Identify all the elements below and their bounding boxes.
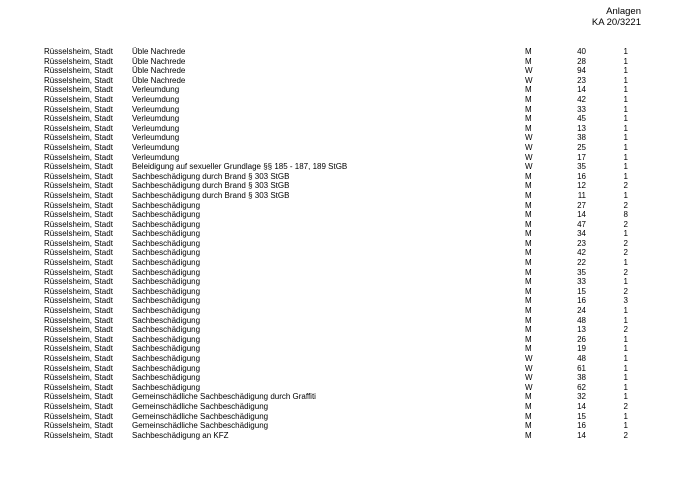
cell-anzahl: 1 [623,85,628,95]
cell-delikt: Verleumdung [132,104,180,114]
cell-ort: Rüsselsheim, Stadt [44,219,113,229]
cell-anzahl: 2 [623,401,628,411]
cell-anzahl: 1 [623,123,628,133]
table-row [44,354,644,364]
cell-geschlecht: W [525,66,533,76]
cell-alter: 34 [577,229,586,239]
cell-delikt: Sachbeschädigung [132,306,201,316]
cell-delikt: Sachbeschädigung an KFZ [132,430,229,440]
table-row [44,181,644,191]
cell-geschlecht: M [525,277,532,287]
cell-ort: Rüsselsheim, Stadt [44,123,113,133]
table-row [44,268,644,278]
cell-geschlecht: M [525,210,532,220]
cell-ort: Rüsselsheim, Stadt [44,114,113,124]
cell-alter: 32 [577,392,586,402]
cell-alter: 42 [577,248,586,258]
cell-alter: 38 [577,373,586,383]
cell-geschlecht: M [525,248,532,258]
cell-delikt: Sachbeschädigung [132,334,201,344]
cell-delikt: Sachbeschädigung [132,373,201,383]
cell-alter: 35 [577,267,586,277]
cell-geschlecht: M [525,267,532,277]
table-row [44,373,644,383]
cell-geschlecht: M [525,200,532,210]
table-row [44,201,644,211]
table-row [44,76,644,86]
table-row [44,277,644,287]
cell-anzahl: 2 [623,181,628,191]
table-row [44,258,644,268]
cell-alter: 45 [577,114,586,124]
cell-ort: Rüsselsheim, Stadt [44,75,113,85]
cell-alter: 62 [577,382,586,392]
cell-delikt: Gemeinschädliche Sachbeschädigung [132,401,269,411]
cell-alter: 42 [577,94,586,104]
table-row [44,124,644,134]
cell-delikt: Verleumdung [132,123,180,133]
cell-anzahl: 1 [623,277,628,287]
cell-alter: 26 [577,334,586,344]
table-row [44,383,644,393]
cell-ort: Rüsselsheim, Stadt [44,104,113,114]
cell-delikt: Gemeinschädliche Sachbeschädigung [132,411,269,421]
cell-ort: Rüsselsheim, Stadt [44,66,113,76]
cell-alter: 47 [577,219,586,229]
cell-ort: Rüsselsheim, Stadt [44,47,113,56]
cell-alter: 19 [577,344,586,354]
cell-delikt: Beleidigung auf sexueller Grundlage §§ 185 - 187, 189 StGB [132,162,348,172]
cell-ort: Rüsselsheim, Stadt [44,181,113,191]
cell-anzahl: 1 [623,354,628,363]
cell-anzahl: 1 [623,382,628,392]
cell-delikt: Sachbeschädigung [132,325,201,335]
cell-geschlecht: W [525,133,533,143]
cell-delikt: Sachbeschädigung [132,296,201,306]
cell-alter: 61 [577,363,586,373]
cell-delikt: Sachbeschädigung [132,315,201,325]
cell-geschlecht: M [525,296,532,306]
cell-alter: 12 [577,181,586,191]
cell-alter: 16 [577,296,586,306]
table-row [44,162,644,172]
cell-anzahl: 1 [623,344,628,354]
table-row [44,57,644,67]
cell-alter: 14 [577,430,586,440]
cell-delikt: Üble Nachrede [132,47,186,56]
cell-anzahl: 2 [623,238,628,248]
cell-ort: Rüsselsheim, Stadt [44,344,113,354]
cell-ort: Rüsselsheim, Stadt [44,200,113,210]
cell-alter: 14 [577,210,586,220]
cell-alter: 38 [577,133,586,143]
cell-anzahl: 2 [623,219,628,229]
cell-alter: 16 [577,171,586,181]
cell-ort: Rüsselsheim, Stadt [44,334,113,344]
cell-delikt: Sachbeschädigung [132,238,201,248]
cell-anzahl: 2 [623,267,628,277]
cell-alter: 16 [577,421,586,431]
cell-delikt: Sachbeschädigung [132,210,201,220]
cell-ort: Rüsselsheim, Stadt [44,382,113,392]
cell-ort: Rüsselsheim, Stadt [44,267,113,277]
cell-alter: 13 [577,325,586,335]
cell-anzahl: 1 [623,258,628,268]
cell-geschlecht: W [525,373,533,383]
cell-geschlecht: M [525,56,532,66]
cell-geschlecht: M [525,421,532,431]
table-row [44,335,644,345]
table-row [44,412,644,422]
cell-geschlecht: W [525,354,533,363]
cell-ort: Rüsselsheim, Stadt [44,411,113,421]
cell-anzahl: 1 [623,66,628,76]
cell-geschlecht: M [525,430,532,440]
cell-anzahl: 1 [623,306,628,316]
cell-delikt: Sachbeschädigung [132,229,201,239]
cell-ort: Rüsselsheim, Stadt [44,142,113,152]
cell-anzahl: 1 [623,229,628,239]
table-row [44,153,644,163]
cell-anzahl: 1 [623,152,628,162]
cell-delikt: Verleumdung [132,133,180,143]
cell-delikt: Sachbeschädigung [132,200,201,210]
cell-alter: 40 [577,47,586,56]
table-row [44,66,644,76]
cell-ort: Rüsselsheim, Stadt [44,162,113,172]
table-row [44,431,644,441]
cell-alter: 22 [577,258,586,268]
cell-alter: 94 [577,66,586,76]
cell-ort: Rüsselsheim, Stadt [44,248,113,258]
cell-alter: 23 [577,238,586,248]
cell-geschlecht: W [525,162,533,172]
cell-ort: Rüsselsheim, Stadt [44,392,113,402]
cell-anzahl: 1 [623,392,628,402]
table-row [44,114,644,124]
cell-geschlecht: M [525,411,532,421]
cell-alter: 27 [577,200,586,210]
cell-delikt: Sachbeschädigung [132,382,201,392]
cell-delikt: Sachbeschädigung [132,286,201,296]
cell-ort: Rüsselsheim, Stadt [44,315,113,325]
cell-geschlecht: M [525,344,532,354]
table-row [44,239,644,249]
cell-alter: 48 [577,315,586,325]
cell-ort: Rüsselsheim, Stadt [44,238,113,248]
cell-geschlecht: W [525,152,533,162]
table-row [44,210,644,220]
table-row [44,172,644,182]
cell-anzahl: 1 [623,411,628,421]
cell-geschlecht: M [525,286,532,296]
cell-delikt: Sachbeschädigung durch Brand § 303 StGB [132,171,290,181]
table-row [44,325,644,335]
cell-geschlecht: M [525,229,532,239]
table-row [44,85,644,95]
cell-geschlecht: M [525,85,532,95]
cell-ort: Rüsselsheim, Stadt [44,306,113,316]
cell-geschlecht: M [525,238,532,248]
cell-delikt: Sachbeschädigung [132,219,201,229]
cell-delikt: Verleumdung [132,142,180,152]
cell-delikt: Sachbeschädigung [132,258,201,268]
table-row [44,306,644,316]
cell-geschlecht: M [525,334,532,344]
cell-delikt: Sachbeschädigung durch Brand § 303 StGB [132,190,290,200]
cell-alter: 28 [577,56,586,66]
table-row [44,248,644,258]
cell-delikt: Sachbeschädigung [132,267,201,277]
cell-ort: Rüsselsheim, Stadt [44,325,113,335]
cell-anzahl: 1 [623,363,628,373]
table-row [44,421,644,431]
cell-anzahl: 1 [623,114,628,124]
data-table [44,47,644,440]
table-row [44,402,644,412]
annex-label: Anlagen [606,6,641,17]
cell-ort: Rüsselsheim, Stadt [44,296,113,306]
cell-anzahl: 1 [623,315,628,325]
table-row [44,133,644,143]
cell-ort: Rüsselsheim, Stadt [44,190,113,200]
table-row [44,287,644,297]
table-row [44,220,644,230]
cell-geschlecht: M [525,123,532,133]
cell-anzahl: 2 [623,430,628,440]
cell-geschlecht: M [525,315,532,325]
cell-ort: Rüsselsheim, Stadt [44,373,113,383]
cell-alter: 14 [577,401,586,411]
cell-anzahl: 2 [623,248,628,258]
cell-geschlecht: M [525,94,532,104]
cell-delikt: Verleumdung [132,152,180,162]
cell-geschlecht: M [525,47,532,56]
cell-geschlecht: M [525,258,532,268]
cell-ort: Rüsselsheim, Stadt [44,171,113,181]
cell-alter: 14 [577,85,586,95]
document-header [592,7,641,28]
cell-anzahl: 2 [623,286,628,296]
cell-geschlecht: M [525,181,532,191]
cell-delikt: Üble Nachrede [132,66,186,76]
cell-ort: Rüsselsheim, Stadt [44,401,113,411]
cell-anzahl: 1 [623,94,628,104]
cell-alter: 48 [577,354,586,363]
cell-delikt: Gemeinschädliche Sachbeschädigung [132,421,269,431]
cell-delikt: Sachbeschädigung [132,248,201,258]
cell-ort: Rüsselsheim, Stadt [44,229,113,239]
cell-geschlecht: M [525,171,532,181]
cell-geschlecht: M [525,104,532,114]
cell-alter: 35 [577,162,586,172]
cell-geschlecht: W [525,142,533,152]
cell-delikt: Üble Nachrede [132,56,186,66]
cell-geschlecht: M [525,114,532,124]
cell-ort: Rüsselsheim, Stadt [44,152,113,162]
cell-anzahl: 1 [623,56,628,66]
cell-ort: Rüsselsheim, Stadt [44,210,113,220]
cell-ort: Rüsselsheim, Stadt [44,94,113,104]
cell-delikt: Sachbeschädigung [132,363,201,373]
table-row [44,229,644,239]
table-row [44,316,644,326]
cell-alter: 25 [577,142,586,152]
cell-delikt: Verleumdung [132,114,180,124]
cell-alter: 17 [577,152,586,162]
table-row [44,143,644,153]
cell-ort: Rüsselsheim, Stadt [44,354,113,363]
cell-anzahl: 1 [623,133,628,143]
cell-anzahl: 1 [623,162,628,172]
cell-delikt: Üble Nachrede [132,75,186,85]
cell-anzahl: 2 [623,325,628,335]
cell-geschlecht: M [525,190,532,200]
cell-delikt: Sachbeschädigung durch Brand § 303 StGB [132,181,290,191]
cell-alter: 33 [577,104,586,114]
cell-delikt: Verleumdung [132,85,180,95]
table-row [44,364,644,374]
cell-alter: 33 [577,277,586,287]
cell-ort: Rüsselsheim, Stadt [44,277,113,287]
cell-geschlecht: M [525,306,532,316]
cell-delikt: Sachbeschädigung [132,344,201,354]
cell-anzahl: 8 [623,210,628,220]
cell-anzahl: 1 [623,142,628,152]
cell-alter: 11 [577,190,586,200]
cell-anzahl: 1 [623,104,628,114]
cell-delikt: Sachbeschädigung [132,354,201,363]
cell-alter: 15 [577,411,586,421]
cell-anzahl: 1 [623,334,628,344]
cell-ort: Rüsselsheim, Stadt [44,363,113,373]
cell-delikt: Verleumdung [132,94,180,104]
cell-geschlecht: M [525,325,532,335]
cell-ort: Rüsselsheim, Stadt [44,258,113,268]
cell-ort: Rüsselsheim, Stadt [44,56,113,66]
cell-ort: Rüsselsheim, Stadt [44,286,113,296]
table-row [44,47,644,57]
table-row [44,105,644,115]
table-row [44,296,644,306]
cell-geschlecht: W [525,363,533,373]
cell-geschlecht: W [525,75,533,85]
cell-ort: Rüsselsheim, Stadt [44,430,113,440]
cell-anzahl: 1 [623,75,628,85]
cell-geschlecht: W [525,382,533,392]
table-row [44,392,644,402]
cell-ort: Rüsselsheim, Stadt [44,421,113,431]
cell-delikt: Sachbeschädigung [132,277,201,287]
cell-delikt: Gemeinschädliche Sachbeschädigung durch Graffiti [132,392,316,402]
cell-anzahl: 1 [623,171,628,181]
cell-anzahl: 1 [623,190,628,200]
table-row [44,95,644,105]
cell-anzahl: 1 [623,421,628,431]
cell-anzahl: 1 [623,47,628,56]
document-reference: KA 20/3221 [591,16,641,28]
cell-geschlecht: M [525,219,532,229]
cell-ort: Rüsselsheim, Stadt [44,85,113,95]
table-row [44,191,644,201]
table-row [44,344,644,354]
cell-alter: 24 [577,306,586,316]
cell-alter: 23 [577,75,586,85]
cell-alter: 15 [577,286,586,296]
cell-geschlecht: M [525,392,532,402]
cell-anzahl: 1 [623,373,628,383]
cell-geschlecht: M [525,401,532,411]
cell-anzahl: 2 [623,200,628,210]
cell-anzahl: 3 [623,296,628,306]
cell-ort: Rüsselsheim, Stadt [44,133,113,143]
cell-alter: 13 [577,123,586,133]
